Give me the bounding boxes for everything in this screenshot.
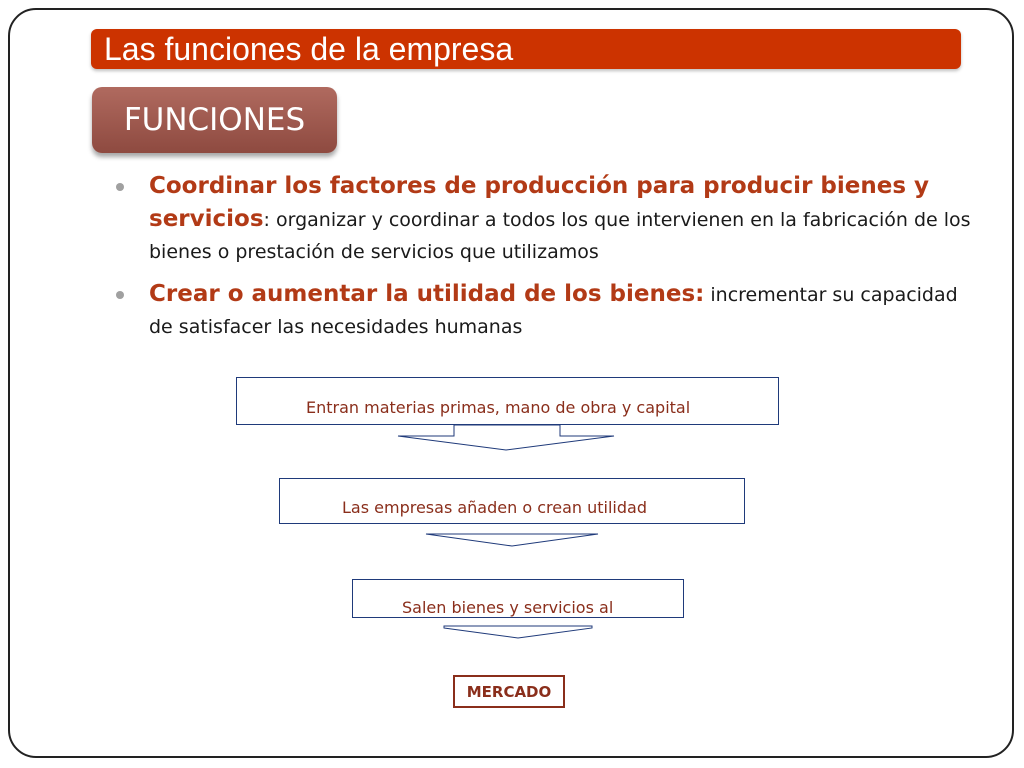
down-arrow-icon (398, 425, 616, 451)
flow-step-utility: Las empresas añaden o crean utilidad (342, 498, 647, 517)
functions-badge (92, 87, 337, 153)
down-arrow-icon (444, 618, 594, 640)
bullet-dot-icon (116, 291, 124, 299)
bullet-body: incrementar su capacidad de satisfacer las necesidades humanas (149, 284, 958, 338)
bullet-list (112, 170, 972, 353)
badge-label: FUNCIONES (123, 102, 306, 138)
down-arrow-icon (426, 524, 600, 548)
bullet-body: : organizar y coordinar a todos los que intervienen en la fabricación de los bienes o prestación de servicios que utilizamos (149, 209, 971, 263)
bullet-item (112, 278, 972, 343)
bullet-heading: Crear o aumentar la utilidad de los bienes: (149, 281, 705, 307)
bullet-item (112, 170, 972, 268)
bullet-heading: Coordinar los factores de producción para producir bienes y servicios (149, 173, 930, 232)
flow-step-inputs: Entran materias primas, mano de obra y capital (306, 398, 691, 417)
title-bar (91, 29, 961, 69)
market-label: MERCADO (466, 682, 552, 701)
bullet-dot-icon (116, 183, 124, 191)
slide-title: Las funciones de la empresa (104, 31, 514, 67)
market-box (453, 675, 565, 708)
flow-step-outputs: Salen bienes y servicios al (402, 598, 614, 617)
